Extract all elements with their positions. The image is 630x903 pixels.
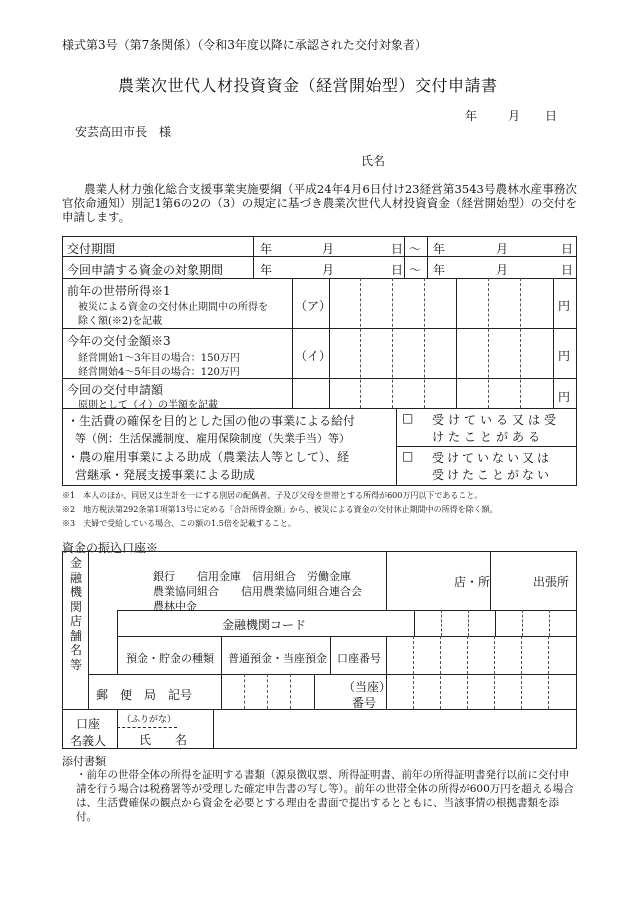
note-2: ※2 地方税法第292条第1項第13号に定める「合計所得金額」から、被災による資金の交付休止期間中の所得を除く額。 bbox=[62, 505, 498, 514]
date-year-label: 年 bbox=[465, 109, 478, 123]
postal-symbol-label: 郵 便 局 記号 bbox=[96, 688, 193, 702]
prev-grant-label: 今年の交付金額※3 bbox=[67, 334, 171, 348]
institution-name-field[interactable] bbox=[92, 553, 150, 607]
institution-types-line3: 農林中金 bbox=[153, 600, 197, 613]
application-form-page: 様式第3号（第7条関係）（令和3年度以降に承認された交付対象者） 農業次世代人材投資資金（経営開始型）交付申請書 年 月 日 安芸高田市長 様 氏名 農業人材力強化総合支援事業実施要綱（平成24年4月6日付け23経営第3543号農林水産事務次官依命通知）別記1第6の2の（3）の規定に基づき農業次世代人材投資資金（経営開始型）の交付を申請します。 交付期間 年 月 日 ～ 年 月 日 今回申請する資金の対象期間 年 月 日 ～ 年 月 日 前年の世帯所得※1 被災による資金の交付休止期間中の所得を 除く額(※2)を記載 （ア） 円 今年の交付金額※3 経営開始1～3年目の場合：150万円 経営開始4～5年目の場合：120万円 （イ） 円 今回の交付申請額 原則として（イ）の半額を記載 円 ・生活費の確保を目的とした国の他の事業による給付 等（例：生活保護制度、雇用保険制度（失業手当）等） ・農の雇用事業による助成（農業法人等として）、経 営継承・発展支援事業による助成 □ 受けている又は受 けたことがある □ 受けていない又は 受けたことがない ※1 本人のほか、同居又は生計を一にする別居の配偶者、子及び父母を世帯とする所得が600万円以下であること。 ※2 地方税法第292条第1項第13号に定める「合計所得金額」から、被災による資金の交付休止期間中の所得を除く額。 ※3 夫婦で受給している場合、この額の1.5倍を記載すること。 資金の振込口座※ 金融機関店舗名等 銀行 信用金庫 信用組合 労働金庫 農業協同組合 信用農業協同組合連合会 農林中金 店・所 出張所 金融機関コード 預金・貯金の種類 普通預金・当座預金 口座番号 郵 便 局 記号 （当座） 番号 口座 名義人 （ふりがな） 氏 名 添付書類 ・前年の世帯全体の所得を証明する書類（源泉徴収票、所得証明書、前年の所得証明書発行以前に交付申請を行う場合は税務署等が受理した確定申告書の写し等）。前年の世帯全体の所得が600万円を超える場合は、生活費確保の観点から資金を必要とする理由を書面で提出するとともに、当該事情の根拠書類を添付。 bbox=[62, 38, 577, 823]
form-number: 様式第3号（第7条関係）（令和3年度以降に承認された交付対象者） bbox=[62, 38, 427, 52]
deposit-type-label: 預金・貯金の種類 bbox=[126, 652, 214, 665]
other-benefit-2-line2: 営継承・発展支援事業による助成 bbox=[75, 468, 256, 482]
other-benefit-2-line1: ・農の雇用事業による助成（農業法人等として）、経 bbox=[67, 450, 350, 464]
addressee: 安芸高田市長 様 bbox=[75, 125, 172, 139]
period-label: 交付期間 bbox=[67, 242, 116, 256]
branch-office-label: 出張所 bbox=[533, 575, 570, 589]
postal-number-label: 番号 bbox=[352, 696, 377, 710]
institution-types-line2: 農業協同組合 信用農業協同組合連合会 bbox=[153, 585, 362, 598]
postal-symbol-field[interactable] bbox=[223, 676, 312, 707]
applicant-name-label: 氏名 bbox=[361, 154, 386, 168]
intro-paragraph: 農業人材力強化総合支援事業実施要綱（平成24年4月6日付け23経営第3543号農林水産事務次官依命通知）別記1第6の2の（3）の規定に基づき農業次世代人材投資資金（経営開始型）の交付を申請します。 bbox=[62, 182, 577, 224]
date-day-label: 日 bbox=[545, 109, 558, 123]
institution-label: 金融機関店舗名等 bbox=[69, 556, 82, 672]
deposit-type-options[interactable]: 普通預金・当座預金 bbox=[228, 652, 327, 665]
not-received-checkbox[interactable]: □ bbox=[402, 449, 414, 463]
prev-grant-field[interactable] bbox=[331, 330, 551, 376]
applicant-name-field[interactable] bbox=[400, 150, 570, 168]
current-amount-field[interactable] bbox=[331, 380, 551, 406]
form-title: 農業次世代人材投資資金（経営開始型）交付申請書 bbox=[118, 76, 498, 95]
institution-types-line1: 銀行 信用金庫 信用組合 労働金庫 bbox=[153, 570, 351, 583]
other-benefit-1-line1: ・生活費の確保を目的とした国の他の事業による給付 bbox=[67, 414, 356, 428]
other-benefit-1-line2: 等（例：生活保護制度、雇用保険制度（失業手当）等） bbox=[75, 432, 350, 445]
account-number-field[interactable] bbox=[388, 638, 574, 672]
branch-store-label: 店・所 bbox=[454, 575, 491, 589]
bank-code-field[interactable] bbox=[416, 612, 574, 634]
bank-section-title: 資金の振込口座※ bbox=[62, 541, 159, 555]
note-1: ※1 本人のほか、同居又は生計を一にする別居の配偶者、子及び父母を世帯とする所得が600万円以下であること。 bbox=[62, 491, 483, 500]
account-holder-label: 名義人 bbox=[70, 734, 107, 748]
note-3: ※3 夫婦で受給している場合、この額の1.5倍を記載すること。 bbox=[62, 519, 296, 528]
bank-code-label: 金融機関コード bbox=[222, 618, 307, 632]
branch-name-field[interactable] bbox=[390, 553, 452, 607]
received-checkbox[interactable]: □ bbox=[402, 411, 414, 425]
account-number-label: 口座番号 bbox=[337, 652, 381, 665]
attachments-text: ・前年の世帯全体の所得を証明する書類（源泉徴収票、所得証明書、前年の所得証明書発行以前に交付申請を行う場合は税務署等が受理した確定申告書の写し等）。前年の世帯全体の所得が600万円を超える場合は、生活費確保の観点から資金を必要とする理由を書面で提出するとともに、当該事情の根拠書類を添付。 bbox=[76, 769, 574, 823]
mark-i: （イ） bbox=[295, 349, 332, 363]
date-month-label: 月 bbox=[508, 109, 521, 123]
period-from-field[interactable] bbox=[266, 238, 398, 254]
prev-income-label: 前年の世帯所得※1 bbox=[67, 284, 171, 298]
attachments-label: 添付書類 bbox=[62, 755, 106, 768]
current-amount-label: 今回の交付申請額 bbox=[67, 383, 164, 397]
current-period-from-field[interactable] bbox=[266, 259, 398, 275]
prev-income-field[interactable] bbox=[331, 280, 551, 326]
current-period-label: 今回申請する資金の対象期間 bbox=[67, 263, 224, 277]
current-period-to-field[interactable] bbox=[440, 259, 574, 275]
account-holder-field[interactable] bbox=[215, 711, 574, 747]
mark-a: （ア） bbox=[295, 299, 332, 313]
period-to-field[interactable] bbox=[440, 238, 574, 254]
